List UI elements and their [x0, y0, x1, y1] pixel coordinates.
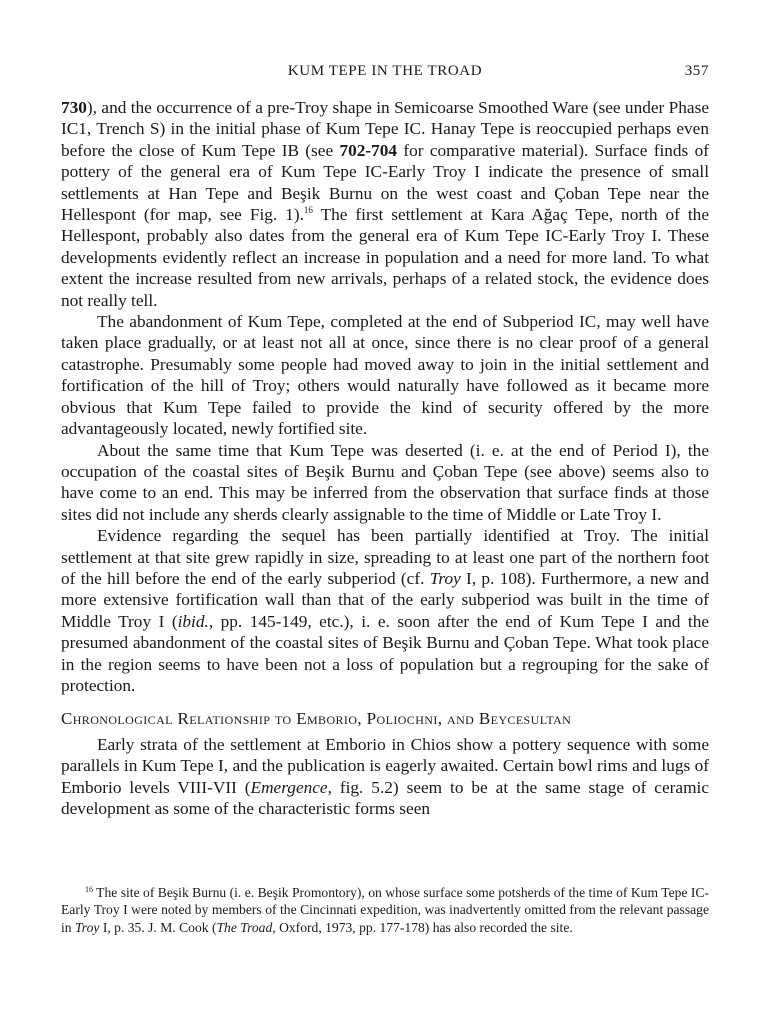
paragraph-text: , fig. 5.2) seem to be at the same stage of ceramic development as some of the characteristic forms seen [61, 777, 709, 818]
italic-citation: ibid. [177, 611, 209, 631]
body-text [61, 97, 709, 819]
footnote-number: 16 [85, 885, 93, 894]
paragraph-text: The first settlement at Kara Ağaç Tepe, north of the Hellespont, probably also dates from the general era of Kum Tepe IC-Early Troy I. These developments evidently reflect an increase in population and a need for more land. To what extent the increase resulted from new arrivals, perhaps of a related stock, the evidence does not really tell. [61, 205, 709, 310]
italic-citation: Emergence [250, 777, 328, 797]
footnote [61, 884, 709, 936]
paragraph-text: I, p. 108). Furthermore, a new and more extensive fortification wall than that of the early subperiod was built in the time of Middle Troy I ( [61, 568, 709, 631]
running-title: KUM TEPE IN THE TROAD [287, 63, 483, 79]
paragraph-1 [61, 97, 709, 311]
italic-citation: Troy [74, 919, 100, 935]
footnote-text: The site of Beşik Burnu (i. e. Beşik Promontory), on whose surface some potsherds of the time of Kum Tepe IC-Early Troy I were noted by members of the Cincinnati expedition, was inadvertently omitted from the relevant passage in [61, 885, 709, 935]
footnote-16 [61, 884, 709, 936]
paragraph-text: ), and the occurrence of a pre-Troy shape in Semicoarse Smoothed Ware (see under Phase IC1, Trench S) in the initial phase of Kum Tepe IC. Hanay Tepe is reoccupied perhaps even before the close of Kum Tepe IB (see [61, 98, 709, 160]
paragraph-4 [61, 525, 709, 696]
paragraph-3: About the same time that Kum Tepe was deserted (i. e. at the end of Period I), the occupation of the coastal sites of Beşik Burnu and Çoban Tepe (see above) seems also to have come to an end. This may be inferred from the observation that surface finds at those sites did not include any sherds clearly assignable to the time of Middle or Late Troy I. [61, 440, 709, 524]
paragraph-text: , pp. 145-149, etc.), i. e. soon after the end of Kum Tepe I and the presumed abandonment of the coastal sites of Beşik Burnu and Çoban Tepe. What took place in the region seems to have been not a loss of population but a regrouping for the sake of protection. [61, 611, 710, 695]
bold-reference: 730 [61, 98, 87, 117]
bold-reference: 702-704 [339, 140, 398, 160]
footnote-ref[interactable]: 16 [303, 205, 313, 216]
paragraph-2: The abandonment of Kum Tepe, completed at the end of Subperiod IC, may well have taken place gradually, or at least not all at once, since there is no clear proof of a general catastrophe. Presumably some people had moved away to join in the initial settlement and fortification of the hill of Troy; others would naturally have followed as it became more obvious that Kum Tepe failed to provide the kind of security offered by the more advantageously located, newly fortified site. [61, 312, 709, 439]
footnote-text: , Oxford, 1973, pp. 177-178) has also recorded the site. [272, 919, 573, 935]
page-number: 357 [684, 63, 709, 79]
paragraph-5 [61, 734, 709, 820]
paragraph-text: Early strata of the settlement at Emborio in Chios show a pottery sequence with some parallels in Kum Tepe I, and the publication is eagerly awaited. Certain bowl rims and lugs of Emborio levels VIII-VII ( [61, 734, 709, 797]
paragraph-text: for comparative material). Surface finds of pottery of the general era of Kum Tepe IC-Early Troy I indicate the presence of small settlements at Han Tepe and Beşik Burnu on the west coast and Çoban Tepe near the Hellespont (for map, see Fig. 1). [61, 140, 709, 225]
italic-citation: The Troad [216, 919, 273, 935]
paragraph-text: Evidence regarding the sequel has been partially identified at Troy. The initial settlement at that site grew rapidly in size, spreading to at least one part of the northern foot of the hill before the end of the early subperiod (cf. [61, 526, 709, 588]
running-head [61, 63, 709, 83]
footnote-text: I, p. 35. J. M. Cook ( [99, 919, 217, 935]
italic-citation: Troy [429, 568, 461, 588]
section-heading: Chronological Relationship to Emborio, Poliochni, and Beycesultan [61, 709, 572, 729]
